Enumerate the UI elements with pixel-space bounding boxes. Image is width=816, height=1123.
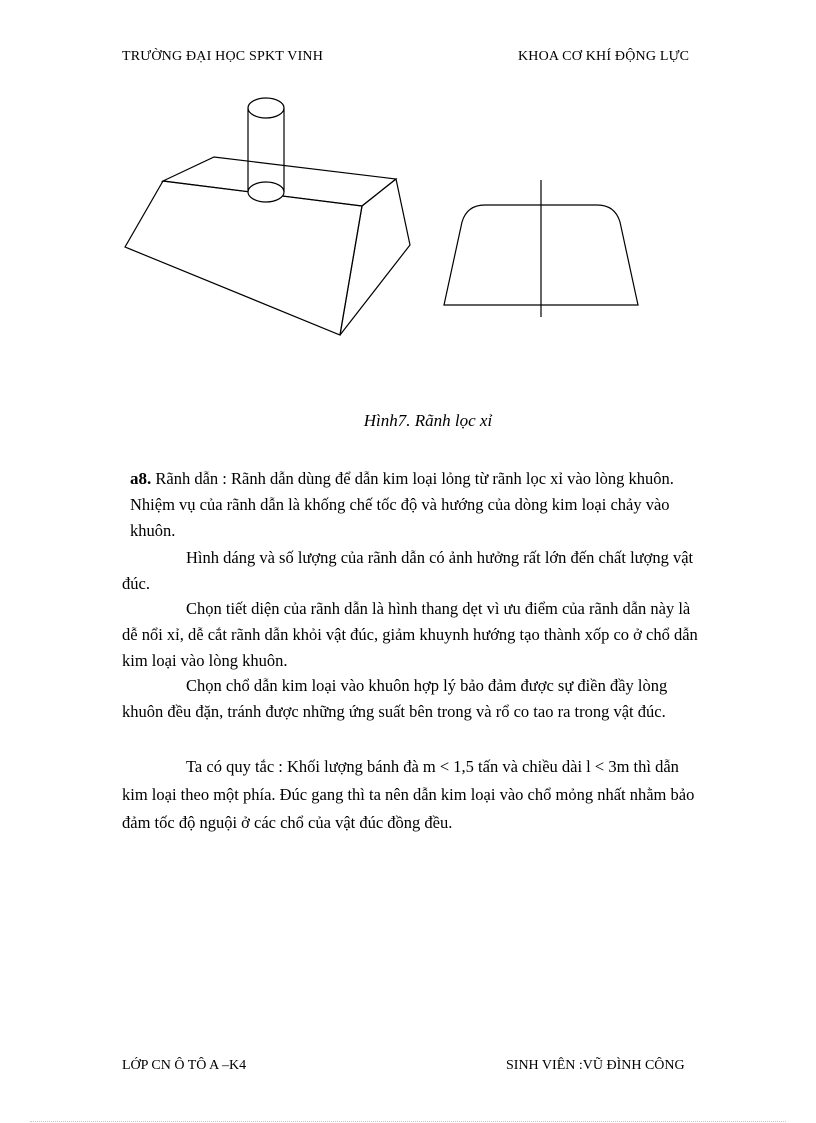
footer-class: LỚP CN Ô TÔ A –K4 — [122, 1058, 247, 1073]
paragraph-5-text: Ta có quy tắc : Khối lượng bánh đà m < 1,5 tấn và chiều dài l < 3m thì dẫn kim loại theo một phía. Đúc gang thì ta nên dẫn kim loại vào chổ mỏng nhất nhằm bảo đảm tốc độ nguội ở các chổ của vật đúc đồng đều. — [122, 757, 695, 832]
figure-caption: Hình7. Rãnh lọc xỉ — [363, 411, 493, 430]
bottom-divider — [30, 1121, 786, 1122]
paragraph-a8-text: Rãnh dẫn : Rãnh dẫn dùng để dẫn kim loại lỏng từ rãnh lọc xỉ vào lòng khuôn. Nhiệm vụ của rãnh dẫn là khống chế tốc độ và hướng của dòng kim loại chảy vào khuôn. — [130, 469, 674, 540]
header-school: TRƯỜNG ĐẠI HỌC SPKT VINH — [122, 49, 324, 64]
footer-student: SINH VIÊN :VŨ ĐÌNH CÔNG — [506, 1058, 685, 1073]
paragraph-4 — [122, 673, 708, 725]
slag-trap-3d-drawing — [125, 98, 410, 335]
paragraph-2-text: Hình dáng và số lượng của rãnh dẫn có ảnh hưởng rất lớn đến chất lượng vật đúc. — [122, 548, 694, 593]
slag-trap-cross-section — [444, 180, 638, 317]
paragraph-2 — [122, 545, 708, 597]
header-faculty: KHOA CƠ KHÍ ĐỘNG LỰC — [518, 49, 690, 64]
paragraph-4-text: Chọn chổ dẫn kim loại vào khuôn hợp lý bảo đảm được sự điền đầy lòng khuôn đều đặn, tránh được những ứng suất bên trong và rổ co tao ra trong vật đúc. — [122, 676, 668, 721]
slag-trap-figure — [0, 0, 816, 400]
paragraph-3-text: Chọn tiết diện của rãnh dẫn là hình thang dẹt vì ưu điểm của rãnh dẫn này là dễ nổi xỉ, dễ cắt rãnh dẫn khỏi vật đúc, giảm khuynh hướng tạo thành xốp co ở chổ dẫn kim loại vào lòng khuôn. — [122, 599, 698, 670]
paragraph-a8 — [130, 466, 710, 544]
section-label: a8. — [130, 469, 152, 488]
paragraph-5 — [122, 753, 708, 837]
paragraph-3 — [122, 596, 708, 674]
